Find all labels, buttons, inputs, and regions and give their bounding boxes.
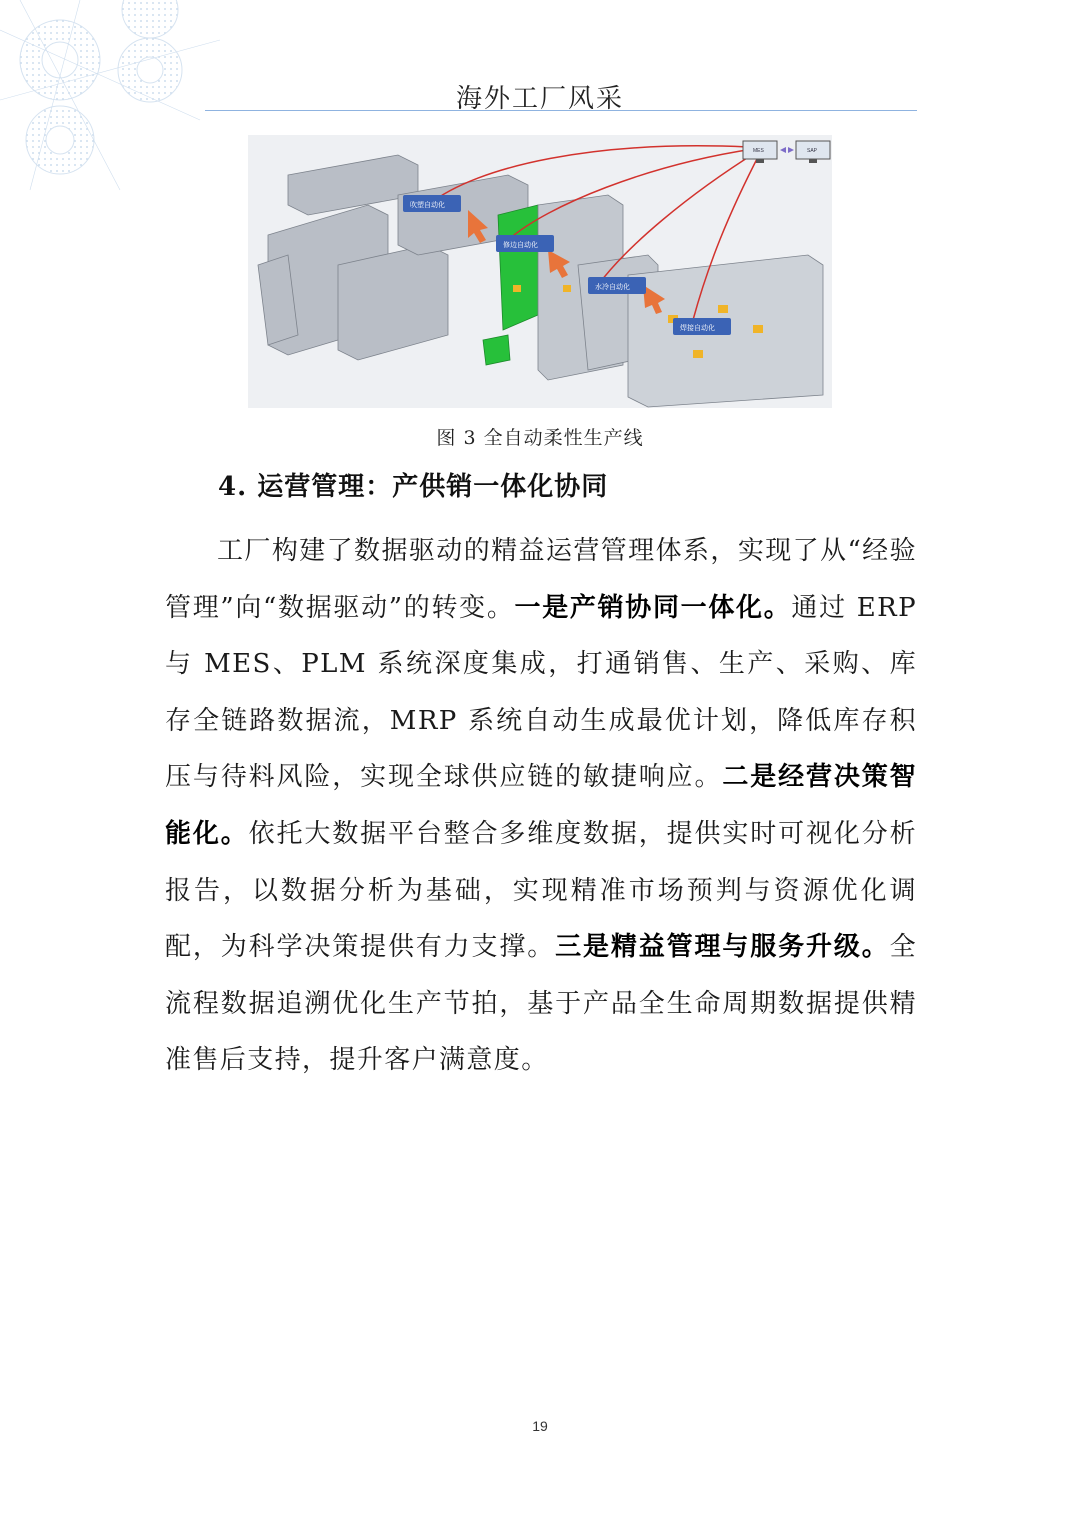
production-line-figure xyxy=(248,135,832,408)
running-header-title: 海外工厂风采 xyxy=(455,84,624,114)
body-bold-point-2: 二是经营决策智能化。 xyxy=(165,762,917,849)
body-paragraph xyxy=(165,523,917,1089)
label-welding: 焊接自动化 xyxy=(680,325,715,332)
label-trimming: 修边自动化 xyxy=(503,242,538,249)
label-blow-molding: 吹塑自动化 xyxy=(410,202,445,209)
body-bold-point-1: 一是产销协同一体化。 xyxy=(514,592,792,623)
body-bold-point-3: 三是精益管理与服务升级。 xyxy=(555,932,890,963)
label-mes: MES xyxy=(753,148,764,154)
label-water-cooling: 水冷自动化 xyxy=(595,284,630,291)
label-sap: SAP xyxy=(807,148,818,154)
body-text-2: 依托大数据平台整合多维度数据，提供实时可视化分析报告，以数据分析为基础，实现精准市场预判与资源优化调配，为科学决策提供有力支撑。 xyxy=(165,818,917,963)
section-heading: 4. 运营管理：产供销一体化协同 xyxy=(218,472,609,502)
body-text-intro: 工厂构建了数据驱动的精益运营管理体系，实现了从“经验管理”向“数据驱动”的转变。 xyxy=(165,536,917,623)
header-divider xyxy=(205,110,917,111)
body-text-3: 全流程数据追溯优化生产节拍，基于产品全生命周期数据提供精准售后支持，提升客户满意度。 xyxy=(165,932,917,1076)
page-number: 19 xyxy=(532,1418,548,1434)
factory-layout-illustration xyxy=(248,135,832,408)
figure-caption: 图 3 全自动柔性生产线 xyxy=(436,427,644,449)
body-text-1: 通过 ERP 与 MES、PLM 系统深度集成，打通销售、生产、采购、库存全链路数据流，MRP 系统自动生成最优计划，降低库存积压与待料风险，实现全球供应链的敏捷响应。 xyxy=(165,592,917,793)
